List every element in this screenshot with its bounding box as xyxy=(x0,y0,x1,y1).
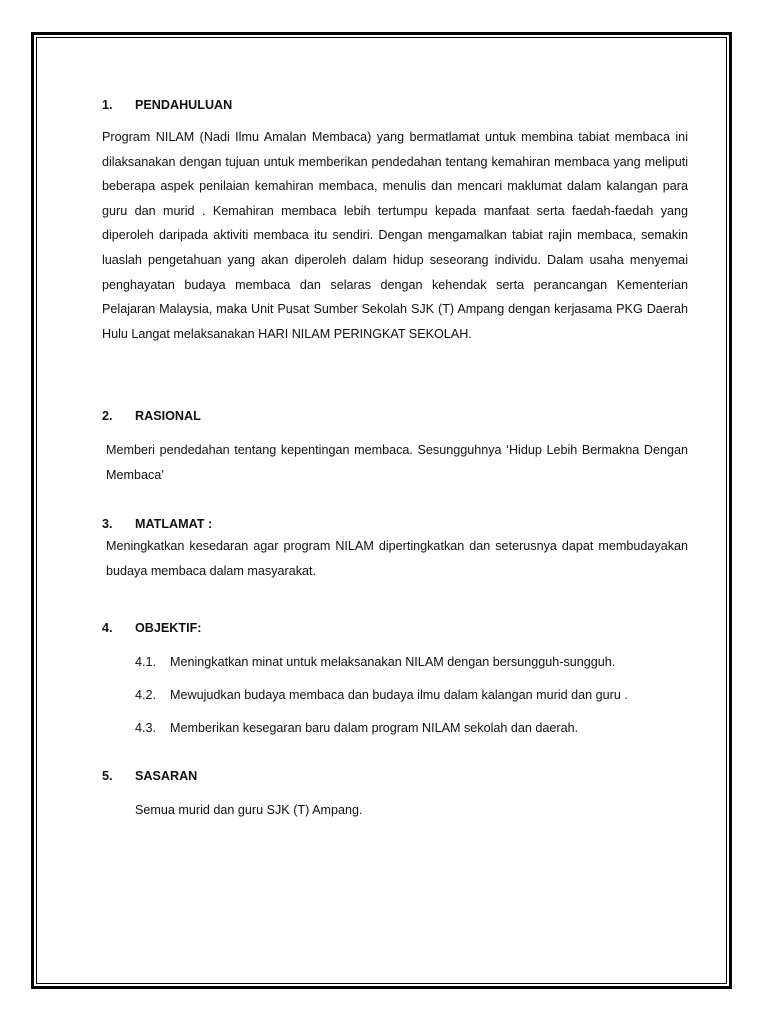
objective-text: Meningkatkan minat untuk melaksanakan NILAM dengan bersungguh-sungguh. xyxy=(170,655,616,669)
section-number: 5. xyxy=(102,769,113,783)
section-heading-pendahuluan xyxy=(102,98,232,112)
section-body-pendahuluan: Program NILAM (Nadi Ilmu Amalan Membaca) yang bermatlamat untuk membina tabiat membaca ini dilaksanakan dengan tujuan untuk memberikan pendedahan tentang kemahiran membaca yang meliputi beberapa aspek penilaian kemahiran membaca, menulis dan mencari maklumat dalam kalangan para guru dan murid . Kemahiran membaca lebih tertumpu kepada manfaat serta faedah-faedah yang diperoleh daripada aktiviti membaca itu sendiri. Dengan mengamalkan tabiat rajin membaca, semakin luaslah pengetahuan yang akan diperoleh dalam hidup seseorang individu. Dalam usaha menyemai penghayatan budaya membaca dan selaras dengan kehendak serta perancangan Kementerian Pelajaran Malaysia, maka Unit Pusat Sumber Sekolah SJK (T) Ampang dengan kerjasama PKG Daerah Hulu Langat melaksanakan HARI NILAM PERINGKAT SEKOLAH. xyxy=(102,130,688,341)
section-number: 3. xyxy=(102,517,113,531)
section-heading-objektif xyxy=(102,621,201,635)
section-title: RASIONAL xyxy=(135,409,201,423)
section-number: 2. xyxy=(102,409,113,423)
objective-item xyxy=(135,721,578,735)
section-body-sasaran: Semua murid dan guru SJK (T) Ampang. xyxy=(135,803,363,817)
section-heading-matlamat xyxy=(102,517,212,531)
section-number: 4. xyxy=(102,621,113,635)
section-body-matlamat: Meningkatkan kesedaran agar program NILAM dipertingkatkan dan seterusnya dapat membudayakan budaya membaca dalam masyarakat. xyxy=(106,539,688,578)
section-title: SASARAN xyxy=(135,769,198,783)
section-number: 1. xyxy=(102,98,113,112)
objective-text: Mewujudkan budaya membaca dan budaya ilmu dalam kalangan murid dan guru . xyxy=(170,688,628,702)
section-title: PENDAHULUAN xyxy=(135,98,233,112)
objective-number: 4.1. xyxy=(135,655,157,669)
objective-item xyxy=(135,655,615,669)
objective-item xyxy=(135,688,628,702)
section-title: MATLAMAT : xyxy=(135,517,213,531)
objective-number: 4.3. xyxy=(135,721,157,735)
section-heading-sasaran xyxy=(102,769,197,783)
objective-text: Memberikan kesegaran baru dalam program NILAM sekolah dan daerah. xyxy=(170,721,579,735)
section-body-rasional: Memberi pendedahan tentang kepentingan membaca. Sesungguhnya ‘Hidup Lebih Bermakna Dengan Membaca’ xyxy=(106,443,688,482)
objective-number: 4.2. xyxy=(135,688,157,702)
section-heading-rasional xyxy=(102,409,201,423)
section-title: OBJEKTIF: xyxy=(135,621,202,635)
